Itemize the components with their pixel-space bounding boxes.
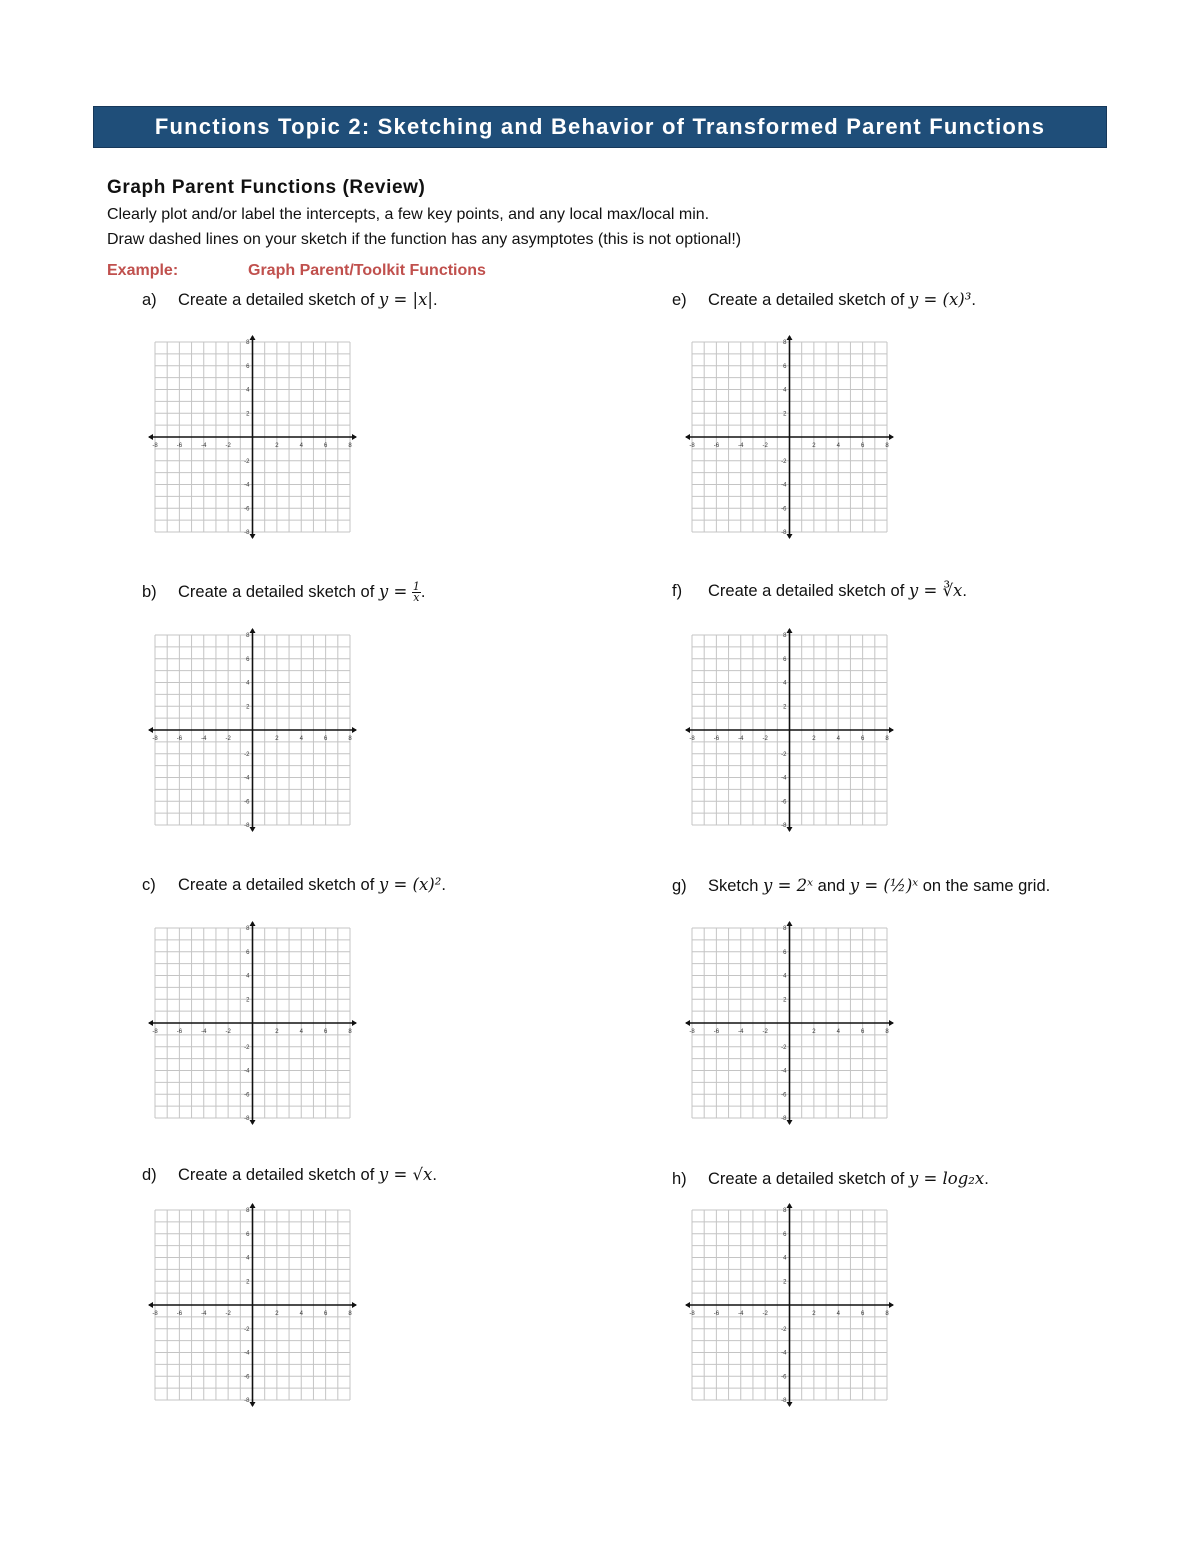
y-tick-label: 8 bbox=[246, 340, 250, 346]
y-tick-label: -6 bbox=[244, 1374, 250, 1381]
example-title: Graph Parent/Toolkit Functions bbox=[248, 262, 486, 279]
y-tick-label: -4 bbox=[781, 775, 787, 782]
x-tick-label: -8 bbox=[689, 443, 695, 449]
problem-g: g) Sketch 𝑦 = 2ˣ and 𝑦 = (½)ˣ on the same grid. bbox=[672, 876, 1051, 895]
equation-b: 𝑦 = bbox=[378, 582, 408, 601]
x-tick-label: 6 bbox=[323, 1311, 328, 1317]
equation-g-1: 𝑦 = 2ˣ bbox=[763, 876, 814, 895]
x-tick-label: -8 bbox=[152, 1029, 158, 1035]
equation-d: 𝑦 = √𝑥 bbox=[378, 1165, 433, 1184]
x-tick-label: -4 bbox=[738, 443, 744, 449]
problem-h: h) Create a detailed sketch of 𝑦 = 𝑙𝑜𝑔₂𝑥. bbox=[672, 1169, 989, 1188]
x-axis-arrow-right-icon bbox=[352, 1020, 357, 1026]
x-tick-label: 2 bbox=[275, 443, 279, 449]
y-tick-label: -2 bbox=[244, 458, 250, 465]
y-tick-label: 2 bbox=[246, 997, 250, 1004]
y-tick-label: -8 bbox=[244, 1398, 250, 1404]
x-tick-label: -4 bbox=[201, 443, 207, 449]
x-tick-label: -6 bbox=[176, 736, 183, 742]
y-tick-label: -6 bbox=[781, 799, 787, 806]
x-axis-arrow-left-icon bbox=[685, 434, 690, 440]
y-axis-arrow-up-icon bbox=[787, 1203, 793, 1208]
x-tick-label: 8 bbox=[885, 1311, 889, 1317]
y-tick-label: -8 bbox=[781, 1398, 787, 1404]
y-tick-label: 2 bbox=[783, 704, 787, 711]
x-tick-label: 4 bbox=[836, 443, 840, 449]
y-tick-label: 8 bbox=[783, 340, 787, 346]
x-tick-label: 6 bbox=[860, 1311, 865, 1317]
x-tick-label: -4 bbox=[201, 736, 207, 742]
equation-a: 𝑦 = |𝑥| bbox=[378, 290, 433, 309]
problem-a: a) Create a detailed sketch of 𝑦 = |𝑥|. bbox=[142, 290, 438, 309]
fraction-one-over-x: $\frac{1}{\text{𝑥}}$ bbox=[412, 580, 420, 605]
equation-c: 𝑦 = (𝑥)² bbox=[378, 875, 442, 894]
x-tick-label: 4 bbox=[299, 1311, 303, 1317]
x-tick-label: 4 bbox=[299, 443, 303, 449]
y-axis-arrow-up-icon bbox=[787, 628, 793, 633]
x-tick-label: 2 bbox=[812, 443, 816, 449]
x-tick-label: -2 bbox=[225, 736, 231, 742]
y-tick-label: -2 bbox=[781, 1044, 787, 1051]
y-tick-label: 8 bbox=[783, 926, 787, 932]
x-axis-arrow-right-icon bbox=[889, 434, 894, 440]
y-tick-label: 6 bbox=[246, 1231, 250, 1238]
x-tick-label: 6 bbox=[860, 1029, 865, 1035]
x-axis-arrow-left-icon bbox=[685, 1020, 690, 1026]
y-tick-label: -6 bbox=[781, 1374, 787, 1381]
y-axis-arrow-up-icon bbox=[250, 921, 256, 926]
y-tick-label: 8 bbox=[783, 633, 787, 639]
x-tick-label: -6 bbox=[713, 1029, 720, 1035]
coordinate-grid-c[interactable] bbox=[145, 918, 360, 1128]
y-axis-arrow-down-icon bbox=[250, 827, 256, 832]
y-tick-label: -8 bbox=[244, 1116, 250, 1122]
x-tick-label: 8 bbox=[885, 1029, 889, 1035]
x-tick-label: -2 bbox=[762, 736, 768, 742]
y-axis-arrow-up-icon bbox=[787, 335, 793, 340]
x-tick-label: 2 bbox=[275, 1029, 279, 1035]
x-axis-arrow-left-icon bbox=[685, 727, 690, 733]
y-tick-label: -2 bbox=[244, 1326, 250, 1333]
worksheet-title: Functions Topic 2: Sketching and Behavior of Transformed Parent Functions bbox=[154, 114, 1046, 139]
y-tick-label: -6 bbox=[244, 506, 250, 513]
y-tick-label: -2 bbox=[781, 1326, 787, 1333]
y-axis-arrow-up-icon bbox=[250, 1203, 256, 1208]
y-tick-label: -2 bbox=[781, 751, 787, 758]
y-axis-arrow-down-icon bbox=[250, 534, 256, 539]
x-tick-label: -8 bbox=[689, 1311, 695, 1317]
x-tick-label: 8 bbox=[348, 1311, 352, 1317]
x-tick-label: -4 bbox=[201, 1029, 207, 1035]
equation-f: 𝑦 = ∛𝑥 bbox=[908, 581, 963, 600]
x-tick-label: 2 bbox=[275, 736, 279, 742]
x-tick-label: 8 bbox=[348, 443, 352, 449]
x-tick-label: -2 bbox=[762, 443, 768, 449]
y-tick-label: -4 bbox=[244, 1068, 250, 1075]
problem-d: d) Create a detailed sketch of 𝑦 = √𝑥. bbox=[142, 1165, 437, 1184]
y-tick-label: 4 bbox=[246, 973, 250, 980]
y-axis-arrow-down-icon bbox=[250, 1402, 256, 1407]
x-tick-label: 2 bbox=[275, 1311, 279, 1317]
y-axis-arrow-down-icon bbox=[787, 1402, 793, 1407]
x-tick-label: -2 bbox=[225, 443, 231, 449]
worksheet-title-banner bbox=[93, 106, 1107, 148]
x-tick-label: 4 bbox=[836, 1029, 840, 1035]
y-tick-label: -8 bbox=[781, 823, 787, 829]
y-tick-label: -6 bbox=[781, 1092, 787, 1099]
y-axis-arrow-up-icon bbox=[250, 335, 256, 340]
x-tick-label: 6 bbox=[323, 443, 328, 449]
y-tick-label: -6 bbox=[244, 1092, 250, 1099]
y-tick-label: 4 bbox=[783, 680, 787, 687]
x-axis-arrow-right-icon bbox=[352, 727, 357, 733]
instruction-line-2: Draw dashed lines on your sketch if the function has any asymptotes (this is not optional!) bbox=[107, 231, 742, 248]
instruction-line-1: Clearly plot and/or label the intercepts, a few key points, and any local max/local min. bbox=[107, 206, 710, 223]
example-row bbox=[107, 262, 486, 280]
y-tick-label: -8 bbox=[781, 530, 787, 536]
equation-g-2: 𝑦 = (½)ˣ bbox=[849, 876, 919, 895]
x-tick-label: -6 bbox=[713, 736, 720, 742]
x-tick-label: 2 bbox=[812, 1311, 816, 1317]
coordinate-grid-h[interactable] bbox=[682, 1200, 897, 1410]
y-tick-label: 6 bbox=[783, 656, 787, 663]
y-tick-label: 2 bbox=[246, 1279, 250, 1286]
y-tick-label: 8 bbox=[246, 926, 250, 932]
x-tick-label: -2 bbox=[762, 1029, 768, 1035]
x-tick-label: -8 bbox=[689, 736, 695, 742]
x-tick-label: 6 bbox=[323, 736, 328, 742]
x-tick-label: -6 bbox=[176, 443, 183, 449]
y-tick-label: 4 bbox=[783, 387, 787, 394]
y-tick-label: 2 bbox=[783, 411, 787, 418]
x-tick-label: -6 bbox=[713, 1311, 720, 1317]
example-label: Example: bbox=[107, 262, 179, 279]
y-tick-label: -8 bbox=[244, 823, 250, 829]
x-tick-label: 6 bbox=[860, 443, 865, 449]
y-tick-label: 4 bbox=[783, 1255, 787, 1262]
problem-b: b) Create a detailed sketch of 𝑦 = $\frac{1}{\text{𝑥}}$ . bbox=[142, 580, 426, 605]
y-tick-label: 2 bbox=[783, 997, 787, 1004]
x-tick-label: 8 bbox=[885, 443, 889, 449]
y-tick-label: -2 bbox=[244, 1044, 250, 1051]
y-tick-label: -4 bbox=[781, 482, 787, 489]
equation-h: 𝑦 = 𝑙𝑜𝑔₂𝑥 bbox=[908, 1169, 985, 1188]
y-axis-arrow-up-icon bbox=[250, 628, 256, 633]
x-tick-label: -4 bbox=[738, 736, 744, 742]
y-tick-label: -8 bbox=[244, 530, 250, 536]
x-axis-arrow-left-icon bbox=[148, 434, 153, 440]
x-tick-label: -4 bbox=[738, 1311, 744, 1317]
x-tick-label: -4 bbox=[738, 1029, 744, 1035]
x-axis-arrow-left-icon bbox=[148, 1020, 153, 1026]
x-tick-label: -2 bbox=[225, 1029, 231, 1035]
y-tick-label: -6 bbox=[244, 799, 250, 806]
y-tick-label: 2 bbox=[246, 704, 250, 711]
x-tick-label: -6 bbox=[176, 1029, 183, 1035]
x-axis-arrow-left-icon bbox=[148, 727, 153, 733]
y-tick-label: 4 bbox=[246, 1255, 250, 1262]
y-tick-label: -6 bbox=[781, 506, 787, 513]
problem-c: c) Create a detailed sketch of 𝑦 = (𝑥)². bbox=[142, 875, 446, 894]
coordinate-grid-a[interactable] bbox=[145, 332, 360, 542]
y-tick-label: 6 bbox=[783, 363, 787, 370]
y-tick-label: 6 bbox=[246, 656, 250, 663]
x-axis-arrow-right-icon bbox=[889, 727, 894, 733]
x-tick-label: 6 bbox=[323, 1029, 328, 1035]
y-axis-arrow-down-icon bbox=[787, 1120, 793, 1125]
x-tick-label: -8 bbox=[152, 736, 158, 742]
y-tick-label: -4 bbox=[781, 1068, 787, 1075]
x-tick-label: -8 bbox=[152, 1311, 158, 1317]
y-tick-label: -4 bbox=[244, 775, 250, 782]
y-tick-label: 6 bbox=[783, 949, 787, 956]
x-axis-arrow-right-icon bbox=[889, 1302, 894, 1308]
coordinate-grid-g[interactable] bbox=[682, 918, 897, 1128]
y-tick-label: 2 bbox=[246, 411, 250, 418]
y-tick-label: -2 bbox=[781, 458, 787, 465]
x-axis-arrow-left-icon bbox=[685, 1302, 690, 1308]
y-tick-label: 6 bbox=[246, 949, 250, 956]
y-tick-label: 8 bbox=[246, 633, 250, 639]
x-tick-label: -4 bbox=[201, 1311, 207, 1317]
y-tick-label: -4 bbox=[781, 1350, 787, 1357]
y-tick-label: 4 bbox=[246, 387, 250, 394]
equation-e: 𝑦 = (𝑥)³ bbox=[908, 290, 972, 309]
y-tick-label: -8 bbox=[781, 1116, 787, 1122]
x-axis-arrow-right-icon bbox=[352, 1302, 357, 1308]
y-tick-label: 6 bbox=[783, 1231, 787, 1238]
y-tick-label: 4 bbox=[783, 973, 787, 980]
x-tick-label: -2 bbox=[225, 1311, 231, 1317]
x-tick-label: 4 bbox=[836, 1311, 840, 1317]
section-heading: Graph Parent Functions (Review) bbox=[107, 177, 426, 198]
coordinate-grid-d[interactable] bbox=[145, 1200, 360, 1410]
x-tick-label: -6 bbox=[713, 443, 720, 449]
x-tick-label: 8 bbox=[348, 736, 352, 742]
coordinate-grid-b[interactable] bbox=[145, 625, 360, 835]
x-tick-label: 2 bbox=[812, 736, 816, 742]
x-tick-label: 8 bbox=[885, 736, 889, 742]
x-tick-label: 8 bbox=[348, 1029, 352, 1035]
y-axis-arrow-down-icon bbox=[250, 1120, 256, 1125]
y-tick-label: -4 bbox=[244, 482, 250, 489]
y-axis-arrow-down-icon bbox=[787, 827, 793, 832]
x-tick-label: 6 bbox=[860, 736, 865, 742]
coordinate-grid-f[interactable] bbox=[682, 625, 897, 835]
x-tick-label: 4 bbox=[836, 736, 840, 742]
x-tick-label: 2 bbox=[812, 1029, 816, 1035]
y-tick-label: 2 bbox=[783, 1279, 787, 1286]
y-tick-label: 8 bbox=[246, 1208, 250, 1214]
x-tick-label: -8 bbox=[152, 443, 158, 449]
y-tick-label: -2 bbox=[244, 751, 250, 758]
x-axis-arrow-right-icon bbox=[889, 1020, 894, 1026]
x-axis-arrow-right-icon bbox=[352, 434, 357, 440]
problem-f: f) Create a detailed sketch of 𝑦 = ∛𝑥. bbox=[672, 581, 967, 600]
y-tick-label: 8 bbox=[783, 1208, 787, 1214]
x-axis-arrow-left-icon bbox=[148, 1302, 153, 1308]
x-tick-label: 4 bbox=[299, 736, 303, 742]
y-axis-arrow-up-icon bbox=[787, 921, 793, 926]
x-tick-label: -6 bbox=[176, 1311, 183, 1317]
x-tick-label: -8 bbox=[689, 1029, 695, 1035]
x-tick-label: 4 bbox=[299, 1029, 303, 1035]
coordinate-grid-e[interactable] bbox=[682, 332, 897, 542]
y-axis-arrow-down-icon bbox=[787, 534, 793, 539]
y-tick-label: -4 bbox=[244, 1350, 250, 1357]
y-tick-label: 6 bbox=[246, 363, 250, 370]
y-tick-label: 4 bbox=[246, 680, 250, 687]
x-tick-label: -2 bbox=[762, 1311, 768, 1317]
problem-e: e) Create a detailed sketch of 𝑦 = (𝑥)³. bbox=[672, 290, 976, 309]
